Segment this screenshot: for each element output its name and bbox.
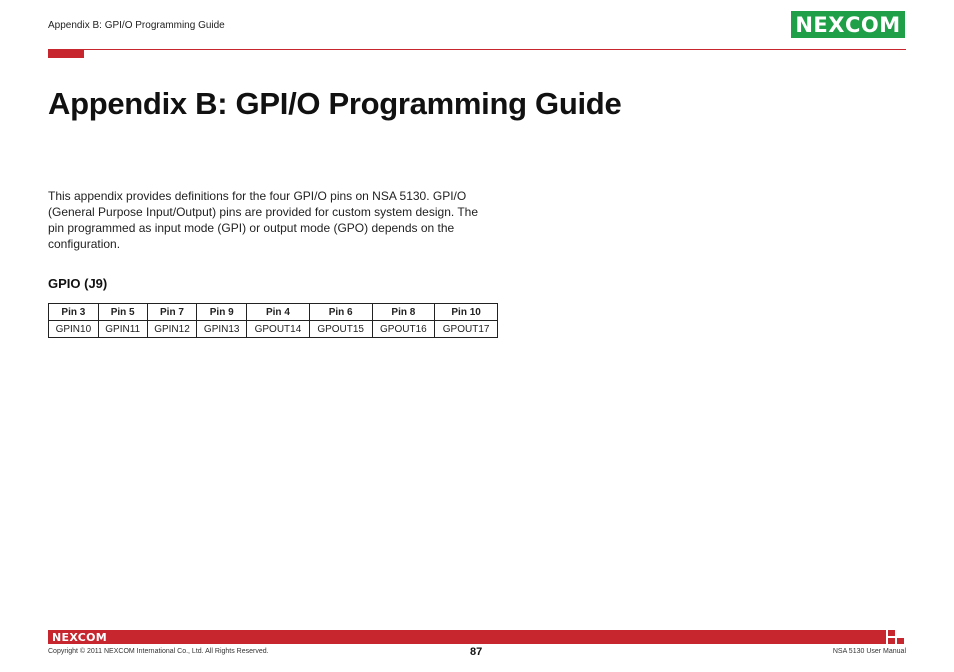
footer-squares-icon <box>888 630 906 644</box>
logo-part-com: COM <box>844 12 901 37</box>
table-header-cell: Pin 7 <box>147 304 197 321</box>
table-cell: GPIN12 <box>147 321 197 338</box>
logo-part-x: X <box>828 12 845 37</box>
table-header-cell: Pin 9 <box>197 304 247 321</box>
footer-bar <box>48 630 886 644</box>
manual-name: NSA 5130 User Manual <box>832 648 906 655</box>
table-header-cell: Pin 10 <box>435 304 498 321</box>
table-cell: GPIN13 <box>197 321 247 338</box>
page-title: Appendix B: GPI/O Programming Guide <box>48 86 622 121</box>
table-cell: GPOUT14 <box>247 321 310 338</box>
table-cell: GPOUT16 <box>372 321 435 338</box>
table-header-cell: Pin 8 <box>372 304 435 321</box>
header-divider <box>48 49 906 50</box>
running-header: Appendix B: GPI/O Programming Guide <box>48 20 225 31</box>
gpio-table <box>48 303 498 338</box>
table-row <box>49 321 498 338</box>
table-header-cell: Pin 4 <box>247 304 310 321</box>
table-header-cell: Pin 6 <box>309 304 372 321</box>
intro-paragraph: This appendix provides definitions for the four GPI/O pins on NSA 5130. GPI/O (General Purpose Input/Output) pins are provided for custom system design. The pin programmed as input mode (GPI) or output mode (GPO) depends on the configuration. <box>48 189 478 251</box>
table-header-row <box>49 304 498 321</box>
page-number: 87 <box>470 646 483 658</box>
section-heading: GPIO (J9) <box>48 276 108 291</box>
footer-logo: NEXCOM <box>52 631 107 644</box>
nexcom-logo <box>791 11 905 38</box>
logo-part-ne: NE <box>795 12 829 37</box>
table-header-cell: Pin 3 <box>49 304 99 321</box>
table-header-cell: Pin 5 <box>98 304 147 321</box>
table-cell: GPOUT17 <box>435 321 498 338</box>
header-accent-bar <box>48 49 84 58</box>
copyright-text: Copyright © 2011 NEXCOM International Co., Ltd. All Rights Reserved. <box>48 648 269 655</box>
table-cell: GPIN11 <box>98 321 147 338</box>
table-cell: GPOUT15 <box>309 321 372 338</box>
table-cell: GPIN10 <box>49 321 99 338</box>
